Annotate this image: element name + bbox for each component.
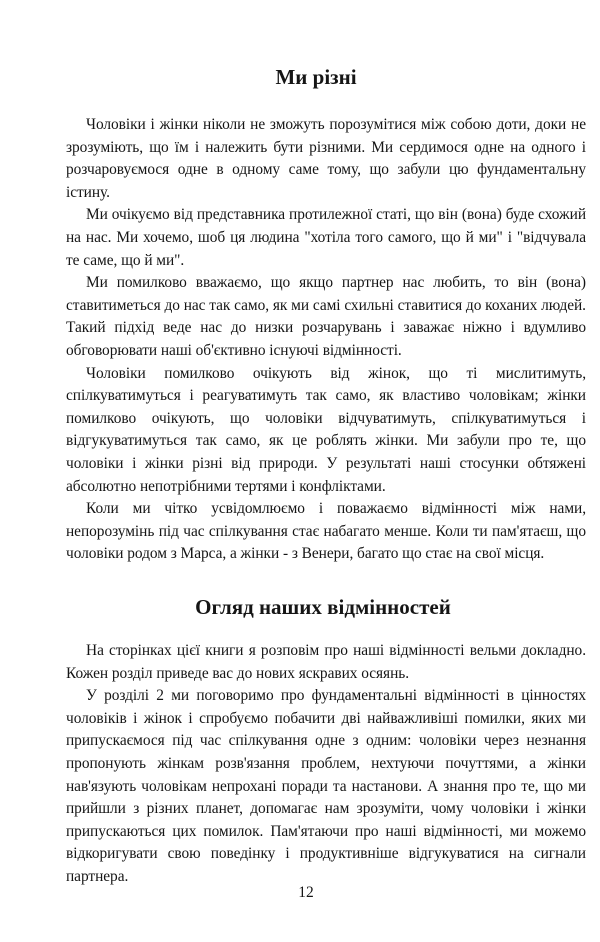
section-body	[66, 640, 586, 889]
paragraph: На сторінках цієї книги я розповім про наші відмінності вельми докладно. Кожен розділ приведе вас до нових яскравих осяянь.	[66, 642, 586, 682]
page-number: 12	[298, 884, 314, 901]
section-overview-of-differences	[66, 594, 586, 889]
paragraph: Коли ми чітко усвідомлюємо і поважаємо відмінності між нами, непорозумінь під час спілкування стає набагато менше. Коли ти пам'ятаєш, що чоловіки родом з Марса, а жінки - з Венери, багато що стає на свої місця.	[66, 500, 586, 563]
paragraph: Чоловіки помилково очікують від жінок, що ті мислитимуть, спілкуватимуться і реагуватимуть так само, як властиво чоловікам; жінки помилково очікують, що чоловіки відчуватимуть, спілкуватимуться і відгукуватимуться так само, як це роблять жінки. Ми забули про те, що чоловіки і жінки різні від природи. У результаті наші стосунки обтяжені абсолютно непотрібними тертями і конфліктами.	[66, 364, 586, 495]
paragraph: Чоловіки і жінки ніколи не зможуть порозумітися між собою доти, доки не зрозуміють, що їм і належить бути різними. Ми сердимося одне на одного і розчаровуємося одне в одному саме тому, що забули цю фундаментальну істину.	[66, 116, 586, 201]
paragraph: Ми очікуємо від представника протилежної статі, що він (вона) буде схожий на нас. Ми хочемо, шоб ця людина "хотіла того самого, що й ми" і "відчувала те саме, що й ми".	[66, 206, 586, 269]
section-body	[66, 114, 586, 566]
paragraph: Ми помилково вважаємо, що якщо партнер нас любить, то він (вона) ставитиметься до нас так само, як ми самі схильні ставитися до коханих людей. Такий підхід веде нас до низки розчарувань і заважає ніжно і вдумливо обговорювати наші об'єктивно існуючі відмінності.	[66, 274, 586, 359]
paragraph: У розділі 2 ми поговоримо про фундаментальні відмінності в цінностях чоловіків і жінок і спробуємо побачити дві найважливіші помилки, яких ми припускаємося під час спілкування одне з одним: чоловіки через незнання пропонують жінкам розв'язання проблем, нехтуючи почуттями, а жінки нав'язують чоловікам непрохані поради та настанови. А знання про те, що ми прийшли з різних планет, допомагає нам зрозуміти, чому чоловіки і жінки припускаються цих помилок. Пам'ятаючи про наші відмінності, ми можемо відкоригувати свою поведінку і продуктивніше відгукуватися на сигнали партнера.	[66, 687, 586, 885]
section-heading: Ми різні	[275, 65, 357, 89]
section-we-are-different	[66, 64, 586, 566]
section-heading: Огляд наших відмінностей	[195, 595, 451, 619]
